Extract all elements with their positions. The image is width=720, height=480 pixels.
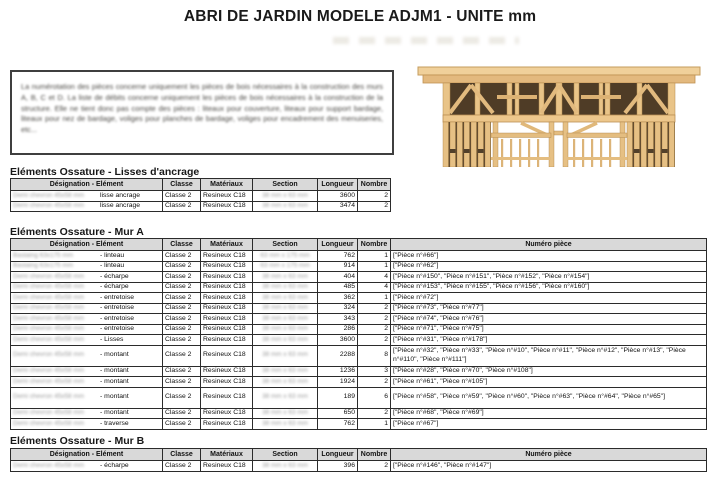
redacted-section-text: 38 mm x 63 mm xyxy=(262,191,308,199)
redacted-designation-text: Demi chevron 45x58 mm xyxy=(13,461,85,469)
cell-nombre: 2 xyxy=(358,303,391,314)
designation-label: - entretoise xyxy=(100,304,135,311)
designation-label: - écharpe xyxy=(100,272,129,280)
cell-materiaux: Resineux C18 xyxy=(201,261,253,272)
cell-longueur: 762 xyxy=(318,419,358,430)
table-row xyxy=(11,261,707,272)
designation-label: - Lisses xyxy=(100,335,124,343)
table-row xyxy=(11,335,707,346)
cell-classe: Classe 2 xyxy=(163,282,201,293)
cell-classe: Classe 2 xyxy=(163,272,201,283)
cell-classe: Classe 2 xyxy=(163,377,201,388)
table-row xyxy=(11,419,707,430)
shed-frame-illustration xyxy=(413,57,705,167)
redacted-designation-text: Demi chevron 45x58 mm xyxy=(13,304,85,311)
redacted-section-text: 38 mm x 63 mm xyxy=(262,202,308,209)
redacted-designation-text: Demi chevron 45x58 mm xyxy=(13,272,85,280)
cell-longueur: 362 xyxy=(318,293,358,304)
cell-nombre: 1 xyxy=(358,419,391,430)
parts-table-mur-a xyxy=(10,238,707,430)
cell-designation xyxy=(11,293,163,304)
cell-classe: Classe 2 xyxy=(163,419,201,430)
cell-designation xyxy=(11,345,163,366)
designation-label: lisse ancrage xyxy=(100,202,141,209)
designation-label: - montant xyxy=(100,409,129,416)
cell-classe: Classe 2 xyxy=(163,461,201,472)
cell-materiaux: Resineux C18 xyxy=(201,461,253,472)
cell-designation xyxy=(11,419,163,430)
column-header-section: Section xyxy=(253,449,318,461)
designation-label: - linteau xyxy=(100,262,125,269)
cell-classe: Classe 2 xyxy=(163,408,201,419)
cell-nombre: 4 xyxy=(358,272,391,283)
redacted-section-text: 38 mm x 63 mm xyxy=(262,461,308,469)
redacted-designation-text: Demi chevron 45x58 mm xyxy=(13,351,85,359)
cell-classe: Classe 2 xyxy=(163,387,201,408)
cell-longueur: 3600 xyxy=(318,335,358,346)
designation-label: - montant xyxy=(100,367,129,374)
redacted-designation-text: Demi chevron 45x58 mm xyxy=(13,393,85,401)
cell-section xyxy=(253,324,318,335)
cell-designation xyxy=(11,191,163,202)
blurred-subtitle-smudge xyxy=(333,37,519,44)
cell-section xyxy=(253,251,318,262)
redacted-section-text: 63 mm x 175 mm xyxy=(260,262,310,269)
cell-designation xyxy=(11,303,163,314)
redacted-designation-text: Bastaing 63x175 mm xyxy=(13,251,74,259)
table-row xyxy=(11,282,707,293)
cell-section xyxy=(253,261,318,272)
cell-section xyxy=(253,387,318,408)
cell-numero-piece: ["Pièce n°#146", "Pièce n°#147"] xyxy=(391,461,707,472)
redacted-section-text: 38 mm x 63 mm xyxy=(262,367,308,374)
cell-longueur: 1924 xyxy=(318,377,358,388)
cell-longueur: 2288 xyxy=(318,345,358,366)
redacted-designation-text: Demi chevron 45x58 mm xyxy=(13,377,85,385)
cell-numero-piece: ["Pièce n°#67"] xyxy=(391,419,707,430)
cell-materiaux: Resineux C18 xyxy=(201,377,253,388)
cell-longueur: 189 xyxy=(318,387,358,408)
column-header-designation: Désignation - Elément xyxy=(11,449,163,461)
cell-materiaux: Resineux C18 xyxy=(201,293,253,304)
column-header-longueur: Longueur xyxy=(318,239,358,251)
redacted-designation-text: Demi chevron 45x58 mm xyxy=(13,367,85,374)
parts-table-lisses-ancrage xyxy=(10,178,391,212)
cell-classe: Classe 2 xyxy=(163,314,201,325)
column-header-materiaux: Matériaux xyxy=(201,179,253,191)
redacted-designation-text: Demi chevron 45x58 mm xyxy=(13,419,85,427)
cell-numero-piece: ["Pièce n°#68", "Pièce n°#69"] xyxy=(391,408,707,419)
cell-numero-piece: ["Pièce n°#74", "Pièce n°#76"] xyxy=(391,314,707,325)
redacted-designation-text: Bastaing 63x175 mm xyxy=(13,262,74,269)
cell-longueur: 324 xyxy=(318,303,358,314)
cell-numero-piece: ["Pièce n°#62"] xyxy=(391,261,707,272)
redacted-section-text: 38 mm x 63 mm xyxy=(262,335,308,343)
designation-label: - entretoise xyxy=(100,314,135,322)
cell-materiaux: Resineux C18 xyxy=(201,303,253,314)
cell-designation xyxy=(11,408,163,419)
cell-classe: Classe 2 xyxy=(163,324,201,335)
cell-materiaux: Resineux C18 xyxy=(201,419,253,430)
cell-classe: Classe 2 xyxy=(163,293,201,304)
table-row xyxy=(11,293,707,304)
column-header-numero: Numéro pièce xyxy=(391,239,707,251)
intro-note-text: La numérotation des pièces concerne uniquement les pièces de bois nécessaires à la construction des murs A, B, C et D. La liste de débits concerne uniquement les pièces de bois nécessaires à la construction de la structure. Elle ne tient donc pas compte des pièces : liteaux pour couverture, liteaux pour support bardage, liteaux pour nez de bardage, voliges pour planches de bardage, voliges pour encadrement des menuiseries, etc... xyxy=(21,82,383,135)
cell-nombre: 2 xyxy=(358,335,391,346)
cell-materiaux: Resineux C18 xyxy=(201,324,253,335)
cell-numero-piece: ["Pièce n°#73", "Pièce n°#77"] xyxy=(391,303,707,314)
cell-designation xyxy=(11,272,163,283)
table-row xyxy=(11,272,707,283)
cell-longueur: 286 xyxy=(318,324,358,335)
cell-longueur: 485 xyxy=(318,282,358,293)
cell-materiaux: Resineux C18 xyxy=(201,201,253,212)
cell-nombre: 6 xyxy=(358,387,391,408)
cell-section xyxy=(253,191,318,202)
cell-designation xyxy=(11,282,163,293)
cell-designation xyxy=(11,314,163,325)
table-row xyxy=(11,303,707,314)
cell-section xyxy=(253,419,318,430)
cell-numero-piece: ["Pièce n°#71", "Pièce n°#75"] xyxy=(391,324,707,335)
column-header-section: Section xyxy=(253,179,318,191)
section-heading-lisses-ancrage: Eléments Ossature - Lisses d'ancrage xyxy=(10,166,200,178)
redacted-section-text: 38 mm x 63 mm xyxy=(262,351,308,359)
table-row xyxy=(11,408,707,419)
column-header-materiaux: Matériaux xyxy=(201,449,253,461)
intro-note-box xyxy=(10,70,394,155)
cell-section xyxy=(253,201,318,212)
redacted-section-text: 38 mm x 63 mm xyxy=(262,409,308,416)
table-row xyxy=(11,314,707,325)
cell-materiaux: Resineux C18 xyxy=(201,366,253,377)
column-header-designation: Désignation - Elément xyxy=(11,179,163,191)
redacted-section-text: 38 mm x 63 mm xyxy=(262,283,308,290)
cell-materiaux: Resineux C18 xyxy=(201,251,253,262)
cell-materiaux: Resineux C18 xyxy=(201,408,253,419)
table-row xyxy=(11,251,707,262)
redacted-section-text: 38 mm x 63 mm xyxy=(262,393,308,401)
cell-designation xyxy=(11,366,163,377)
table-row xyxy=(11,387,707,408)
cell-classe: Classe 2 xyxy=(163,191,201,202)
cell-nombre: 2 xyxy=(358,461,391,472)
table-header-row xyxy=(11,179,391,191)
cell-longueur: 1236 xyxy=(318,366,358,377)
redacted-designation-text: Demi chevron 45x58 mm xyxy=(13,293,85,301)
table-row xyxy=(11,461,707,472)
cell-longueur: 3474 xyxy=(318,201,358,212)
designation-label: - écharpe xyxy=(100,283,129,290)
column-header-classe: Classe xyxy=(163,239,201,251)
shed-frame-image xyxy=(413,57,705,167)
cell-longueur: 3600 xyxy=(318,191,358,202)
cell-longueur: 396 xyxy=(318,461,358,472)
cell-section xyxy=(253,272,318,283)
cell-materiaux: Resineux C18 xyxy=(201,345,253,366)
redacted-section-text: 38 mm x 63 mm xyxy=(262,293,308,301)
cell-designation xyxy=(11,387,163,408)
designation-label: - montant xyxy=(100,351,129,359)
cell-designation xyxy=(11,377,163,388)
cell-classe: Classe 2 xyxy=(163,335,201,346)
redacted-section-text: 38 mm x 63 mm xyxy=(262,419,308,427)
designation-label: - écharpe xyxy=(100,461,129,469)
column-header-classe: Classe xyxy=(163,449,201,461)
cell-numero-piece: ["Pièce n°#72"] xyxy=(391,293,707,304)
cell-nombre: 3 xyxy=(358,366,391,377)
table-row xyxy=(11,191,391,202)
table-row xyxy=(11,201,391,212)
cell-section xyxy=(253,335,318,346)
cell-classe: Classe 2 xyxy=(163,366,201,377)
redacted-section-text: 38 mm x 63 mm xyxy=(262,325,308,332)
designation-label: - traverse xyxy=(100,419,129,427)
cell-nombre: 4 xyxy=(358,282,391,293)
table-row xyxy=(11,366,707,377)
cell-materiaux: Resineux C18 xyxy=(201,272,253,283)
designation-label: - montant xyxy=(100,393,129,401)
cell-materiaux: Resineux C18 xyxy=(201,335,253,346)
cell-section xyxy=(253,303,318,314)
redacted-designation-text: Demi chevron 45x58 mm xyxy=(13,325,85,332)
cell-nombre: 2 xyxy=(358,201,391,212)
cell-numero-piece: ["Pièce n°#66"] xyxy=(391,251,707,262)
cell-classe: Classe 2 xyxy=(163,251,201,262)
cell-nombre: 2 xyxy=(358,314,391,325)
redacted-designation-text: Demi chevron 45x58 mm xyxy=(13,335,85,343)
cell-numero-piece: ["Pièce n°#31", "Pièce n°#178"] xyxy=(391,335,707,346)
cell-materiaux: Resineux C18 xyxy=(201,282,253,293)
cell-classe: Classe 2 xyxy=(163,261,201,272)
redacted-designation-text: Demi chevron 45x58 mm xyxy=(13,409,85,416)
cell-nombre: 2 xyxy=(358,377,391,388)
column-header-materiaux: Matériaux xyxy=(201,239,253,251)
cell-designation xyxy=(11,201,163,212)
page-title: ABRI DE JARDIN MODELE ADJM1 - UNITE mm xyxy=(183,8,537,25)
cell-numero-piece: ["Pièce n°#61", "Pièce n°#105"] xyxy=(391,377,707,388)
cell-longueur: 762 xyxy=(318,251,358,262)
cell-section xyxy=(253,366,318,377)
designation-label: - entretoise xyxy=(100,325,135,332)
cell-nombre: 1 xyxy=(358,261,391,272)
column-header-designation: Désignation - Elément xyxy=(11,239,163,251)
column-header-classe: Classe xyxy=(163,179,201,191)
cell-section xyxy=(253,377,318,388)
cell-section xyxy=(253,461,318,472)
column-header-numero: Numéro pièce xyxy=(391,449,707,461)
cell-designation xyxy=(11,335,163,346)
cell-designation xyxy=(11,324,163,335)
cell-designation xyxy=(11,461,163,472)
table-header-row xyxy=(11,239,707,251)
designation-label: - montant xyxy=(100,377,129,385)
redacted-designation-text: Demi chevron 45x58 mm xyxy=(13,191,85,199)
cell-nombre: 2 xyxy=(358,408,391,419)
cell-numero-piece: ["Pièce n°#150", "Pièce n°#151", "Pièce n°#152", "Pièce n°#154"] xyxy=(391,272,707,283)
redacted-designation-text: Demi chevron 45x58 mm xyxy=(13,202,85,209)
table-row xyxy=(11,377,707,388)
redacted-section-text: 38 mm x 63 mm xyxy=(262,304,308,311)
cell-longueur: 650 xyxy=(318,408,358,419)
cell-designation xyxy=(11,261,163,272)
cell-numero-piece: ["Pièce n°#153", "Pièce n°#155", "Pièce n°#156", "Pièce n°#160"] xyxy=(391,282,707,293)
table-header-row xyxy=(11,449,707,461)
cell-section xyxy=(253,293,318,304)
cell-designation xyxy=(11,251,163,262)
designation-label: - entretoise xyxy=(100,293,135,301)
cell-classe: Classe 2 xyxy=(163,201,201,212)
redacted-section-text: 38 mm x 63 mm xyxy=(262,314,308,322)
cell-numero-piece: ["Pièce n°#32", "Pièce n°#33", "Pièce n°#10", "Pièce n°#11", "Pièce n°#12", "Pièce n°#13", "Pièce n°#110", "Pièce n°#111"] xyxy=(391,345,707,366)
cell-longueur: 404 xyxy=(318,272,358,283)
cell-materiaux: Resineux C18 xyxy=(201,387,253,408)
cell-classe: Classe 2 xyxy=(163,345,201,366)
cell-longueur: 343 xyxy=(318,314,358,325)
cell-materiaux: Resineux C18 xyxy=(201,314,253,325)
table-row xyxy=(11,345,707,366)
designation-label: lisse ancrage xyxy=(100,191,141,199)
redacted-designation-text: Demi chevron 45x58 mm xyxy=(13,314,85,322)
cell-section xyxy=(253,408,318,419)
cell-nombre: 1 xyxy=(358,293,391,304)
cell-numero-piece: ["Pièce n°#58", "Pièce n°#59", "Pièce n°#60", "Pièce n°#63", "Pièce n°#64", "Pièce n°#65"] xyxy=(391,387,707,408)
cell-longueur: 914 xyxy=(318,261,358,272)
section-heading-mur-a: Eléments Ossature - Mur A xyxy=(10,226,144,238)
designation-label: - linteau xyxy=(100,251,125,259)
column-header-nombre: Nombre xyxy=(358,179,391,191)
table-row xyxy=(11,324,707,335)
cell-section xyxy=(253,345,318,366)
redacted-section-text: 63 mm x 175 mm xyxy=(260,251,310,259)
cell-nombre: 2 xyxy=(358,191,391,202)
cell-nombre: 1 xyxy=(358,251,391,262)
cell-nombre: 2 xyxy=(358,324,391,335)
column-header-longueur: Longueur xyxy=(318,449,358,461)
column-header-nombre: Nombre xyxy=(358,239,391,251)
redacted-section-text: 38 mm x 63 mm xyxy=(262,377,308,385)
redacted-designation-text: Demi chevron 45x58 mm xyxy=(13,283,85,290)
cell-section xyxy=(253,282,318,293)
cell-materiaux: Resineux C18 xyxy=(201,191,253,202)
column-header-longueur: Longueur xyxy=(318,179,358,191)
parts-table-mur-b xyxy=(10,448,707,472)
redacted-section-text: 38 mm x 63 mm xyxy=(262,272,308,280)
section-heading-mur-b: Eléments Ossature - Mur B xyxy=(10,435,145,447)
cell-section xyxy=(253,314,318,325)
column-header-nombre: Nombre xyxy=(358,449,391,461)
column-header-section: Section xyxy=(253,239,318,251)
cell-classe: Classe 2 xyxy=(163,303,201,314)
cell-nombre: 8 xyxy=(358,345,391,366)
cell-numero-piece: ["Pièce n°#28", "Pièce n°#70", "Pièce n°#108"] xyxy=(391,366,707,377)
